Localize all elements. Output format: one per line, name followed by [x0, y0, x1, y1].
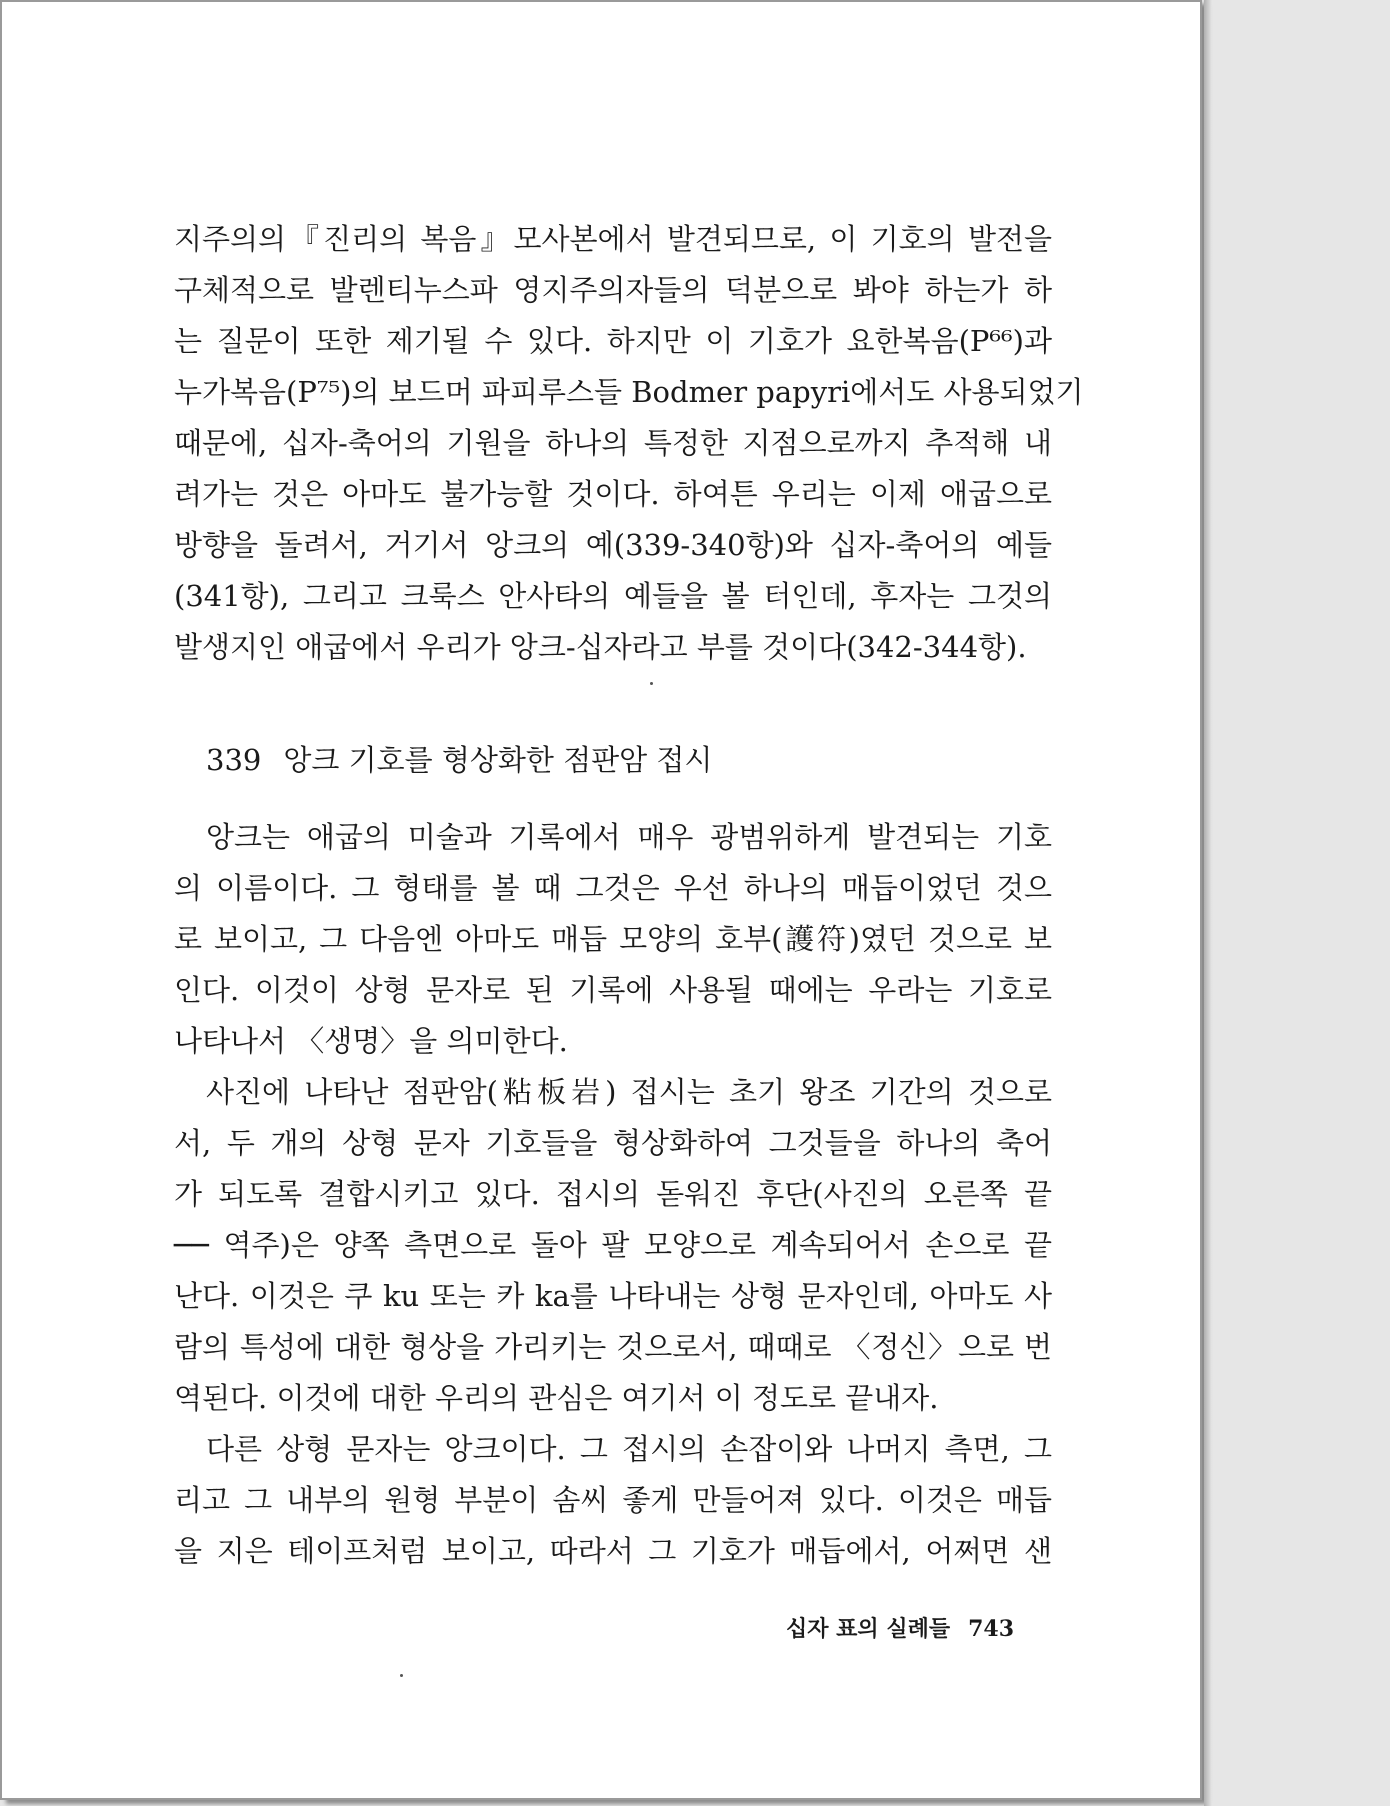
text-line: 가 되도록 결합시키고 있다. 접시의 돋워진 후단(사진의 오른쪽 끝 [174, 1177, 1052, 1211]
text-line: 람의 특성에 대한 형상을 가리키는 것으로서, 때때로 〈정신〉으로 번 [174, 1330, 1052, 1364]
text-line: 방향을 돌려서, 거기서 앙크의 예(339-340항)와 십자-축어의 예들 [174, 528, 1052, 562]
section-heading [206, 738, 712, 779]
text-line: 앙크는 애굽의 미술과 기록에서 매우 광범위하게 발견되는 기호 [206, 820, 1052, 854]
section-number: 339 [206, 743, 262, 777]
text-line: 사진에 나타난 점판암(粘板岩) 접시는 초기 왕조 기간의 것으로 [206, 1075, 1052, 1109]
text-line: 서, 두 개의 상형 문자 기호들을 형상화하여 그것들을 하나의 축어 [174, 1126, 1052, 1160]
scan-speck [400, 1674, 403, 1677]
top-paragraph [174, 214, 1084, 673]
text-line: ── 역주)은 양쪽 측면으로 돌아 팔 모양으로 계속되어서 손으로 끝 [174, 1228, 1052, 1262]
running-title: 십자 표의 실례들 [786, 1616, 951, 1642]
text-line: 의 이름이다. 그 형태를 볼 때 그것은 우선 하나의 매듭이었던 것으 [174, 871, 1052, 905]
text-line: 나타나서 〈생명〉을 의미한다. [174, 1024, 568, 1058]
text-line: 때문에, 십자-축어의 기원을 하나의 특정한 지점으로까지 추적해 내 [174, 426, 1052, 460]
text-line: 구체적으로 발렌티누스파 영지주의자들의 덕분으로 봐야 하는가 하 [174, 273, 1052, 307]
scan-speck [650, 682, 653, 685]
text-line: 역된다. 이것에 대한 우리의 관심은 여기서 이 정도로 끝내자. [174, 1381, 939, 1415]
body-paragraphs [174, 812, 1052, 1577]
page-number: 743 [968, 1616, 1015, 1642]
text-line: 다른 상형 문자는 앙크이다. 그 접시의 손잡이와 나머지 측면, 그 [206, 1432, 1052, 1466]
page-shadow [1204, 0, 1212, 1806]
text-line: 리고 그 내부의 원형 부분이 솜씨 좋게 만들어져 있다. 이것은 매듭 [174, 1483, 1052, 1517]
text-line: 누가복음(P⁷⁵)의 보드머 파피루스들 Bodmer papyri에서도 사용되었기 [174, 375, 1084, 409]
text-line: 려가는 것은 아마도 불가능할 것이다. 하여튼 우리는 이제 애굽으로 [174, 477, 1052, 511]
text-line: 는 질문이 또한 제기될 수 있다. 하지만 이 기호가 요한복음(P⁶⁶)과 [174, 324, 1052, 358]
text-line: 지주의의『진리의 복음』모사본에서 발견되므로, 이 기호의 발전을 [174, 222, 1052, 256]
text-line: 을 지은 테이프처럼 보이고, 따라서 그 기호가 매듭에서, 어쩌면 샌 [174, 1534, 1052, 1568]
text-line: 발생지인 애굽에서 우리가 앙크-십자라고 부를 것이다(342-344항). [174, 630, 1027, 664]
page-footer [786, 1612, 1014, 1643]
section-title: 앙크 기호를 형상화한 점판암 접시 [283, 743, 713, 777]
text-line: 인다. 이것이 상형 문자로 된 기록에 사용될 때에는 우라는 기호로 [174, 973, 1052, 1007]
text-line: (341항), 그리고 크룩스 안사타의 예들을 볼 터인데, 후자는 그것의 [174, 579, 1052, 613]
text-line: 난다. 이것은 쿠 ku 또는 카 ka를 나타내는 상형 문자인데, 아마도 사 [174, 1279, 1052, 1313]
text-line: 로 보이고, 그 다음엔 아마도 매듭 모양의 호부(護符)였던 것으로 보 [174, 922, 1052, 956]
